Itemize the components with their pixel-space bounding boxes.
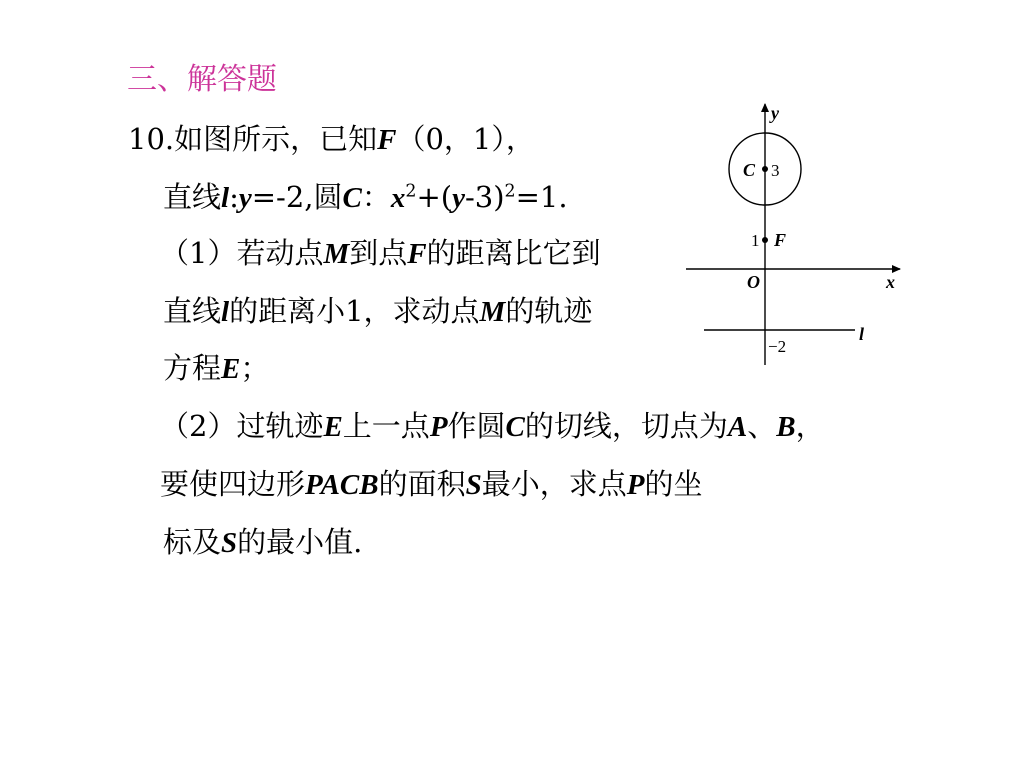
text-run: 的切线，切点为 bbox=[524, 409, 728, 443]
text-run: 的距离比它到 bbox=[426, 236, 601, 270]
math-y: y bbox=[452, 182, 465, 214]
text-run: -3) bbox=[464, 180, 505, 214]
problem-line-2 bbox=[163, 179, 568, 216]
text-run: ， bbox=[795, 409, 825, 443]
text-run: 要使四边形 bbox=[160, 467, 306, 501]
y-axis-label: y bbox=[771, 103, 779, 123]
math-C: C bbox=[505, 411, 525, 443]
text-run: 作圆 bbox=[447, 409, 506, 443]
superscript: 2 bbox=[405, 181, 417, 202]
math-PACB: PACB bbox=[305, 469, 379, 501]
center-C-label: C bbox=[743, 160, 756, 180]
math-S: S bbox=[221, 527, 238, 559]
math-l: l bbox=[221, 182, 230, 214]
tick-label-neg2: −2 bbox=[768, 337, 787, 356]
text-run: 的最小值. bbox=[237, 525, 363, 559]
part2-line-2 bbox=[160, 466, 703, 503]
point-F-dot bbox=[762, 237, 768, 243]
coordinate-diagram bbox=[682, 100, 904, 370]
problem-line-1 bbox=[128, 121, 535, 158]
text-run: +( bbox=[416, 180, 453, 214]
math-F: F bbox=[407, 238, 427, 270]
text-run: ； bbox=[240, 351, 270, 385]
x-axis-label: x bbox=[886, 272, 895, 292]
math-B: B bbox=[776, 411, 796, 443]
center-C-dot bbox=[762, 166, 768, 172]
text-run: 、 bbox=[747, 409, 777, 443]
part1-line-2 bbox=[163, 293, 592, 330]
text-run: =1. bbox=[515, 180, 568, 214]
point-F-coords: （0，1）， bbox=[396, 122, 535, 156]
point-F-label: F bbox=[774, 230, 787, 250]
math-P: P bbox=[626, 469, 645, 501]
math-P: P bbox=[429, 411, 448, 443]
part2-line-1 bbox=[160, 408, 825, 445]
text-run: 标及 bbox=[163, 525, 222, 559]
part1-line-3 bbox=[163, 350, 269, 387]
text-run: 最小，求点 bbox=[481, 467, 627, 501]
line-l-label: l bbox=[859, 324, 865, 344]
part1-line-1 bbox=[160, 235, 601, 272]
text-run: （2）过轨迹 bbox=[160, 409, 324, 443]
text-run: （1）若动点 bbox=[160, 236, 324, 270]
text-run: 方程 bbox=[163, 351, 222, 385]
math-E: E bbox=[323, 411, 343, 443]
origin-label: O bbox=[747, 272, 760, 292]
text-run: 的轨迹 bbox=[505, 294, 593, 328]
math-l: l bbox=[221, 296, 230, 328]
intro-text: 如图所示，已知 bbox=[174, 122, 378, 156]
part2-line-3 bbox=[163, 524, 362, 561]
math-C: C bbox=[342, 182, 362, 214]
math-E: E bbox=[221, 353, 241, 385]
math-M: M bbox=[323, 238, 350, 270]
text-run: 的距离小1，求动点 bbox=[229, 294, 480, 328]
text-run: 直线 bbox=[163, 294, 222, 328]
problem-number: 10. bbox=[128, 122, 175, 156]
text-run: : bbox=[229, 180, 239, 214]
math-x: x bbox=[390, 182, 406, 214]
text-run: 的坐 bbox=[644, 467, 703, 501]
text-run: ： bbox=[361, 180, 391, 214]
text-run: 上一点 bbox=[342, 409, 430, 443]
superscript: 2 bbox=[504, 181, 516, 202]
math-A: A bbox=[727, 411, 748, 443]
text-run: 到点 bbox=[349, 236, 408, 270]
text-run: 直线 bbox=[163, 180, 222, 214]
tick-label-1: 1 bbox=[751, 231, 760, 250]
text-run: 圆 bbox=[313, 180, 343, 214]
math-y: y bbox=[238, 182, 252, 214]
math-S: S bbox=[465, 469, 482, 501]
text-run: 的面积 bbox=[378, 467, 466, 501]
section-title: 三、解答题 bbox=[127, 62, 277, 97]
point-F-label: F bbox=[377, 124, 397, 156]
tick-label-3: 3 bbox=[771, 161, 780, 180]
math-M: M bbox=[479, 296, 506, 328]
text-run: =-2, bbox=[251, 180, 314, 214]
